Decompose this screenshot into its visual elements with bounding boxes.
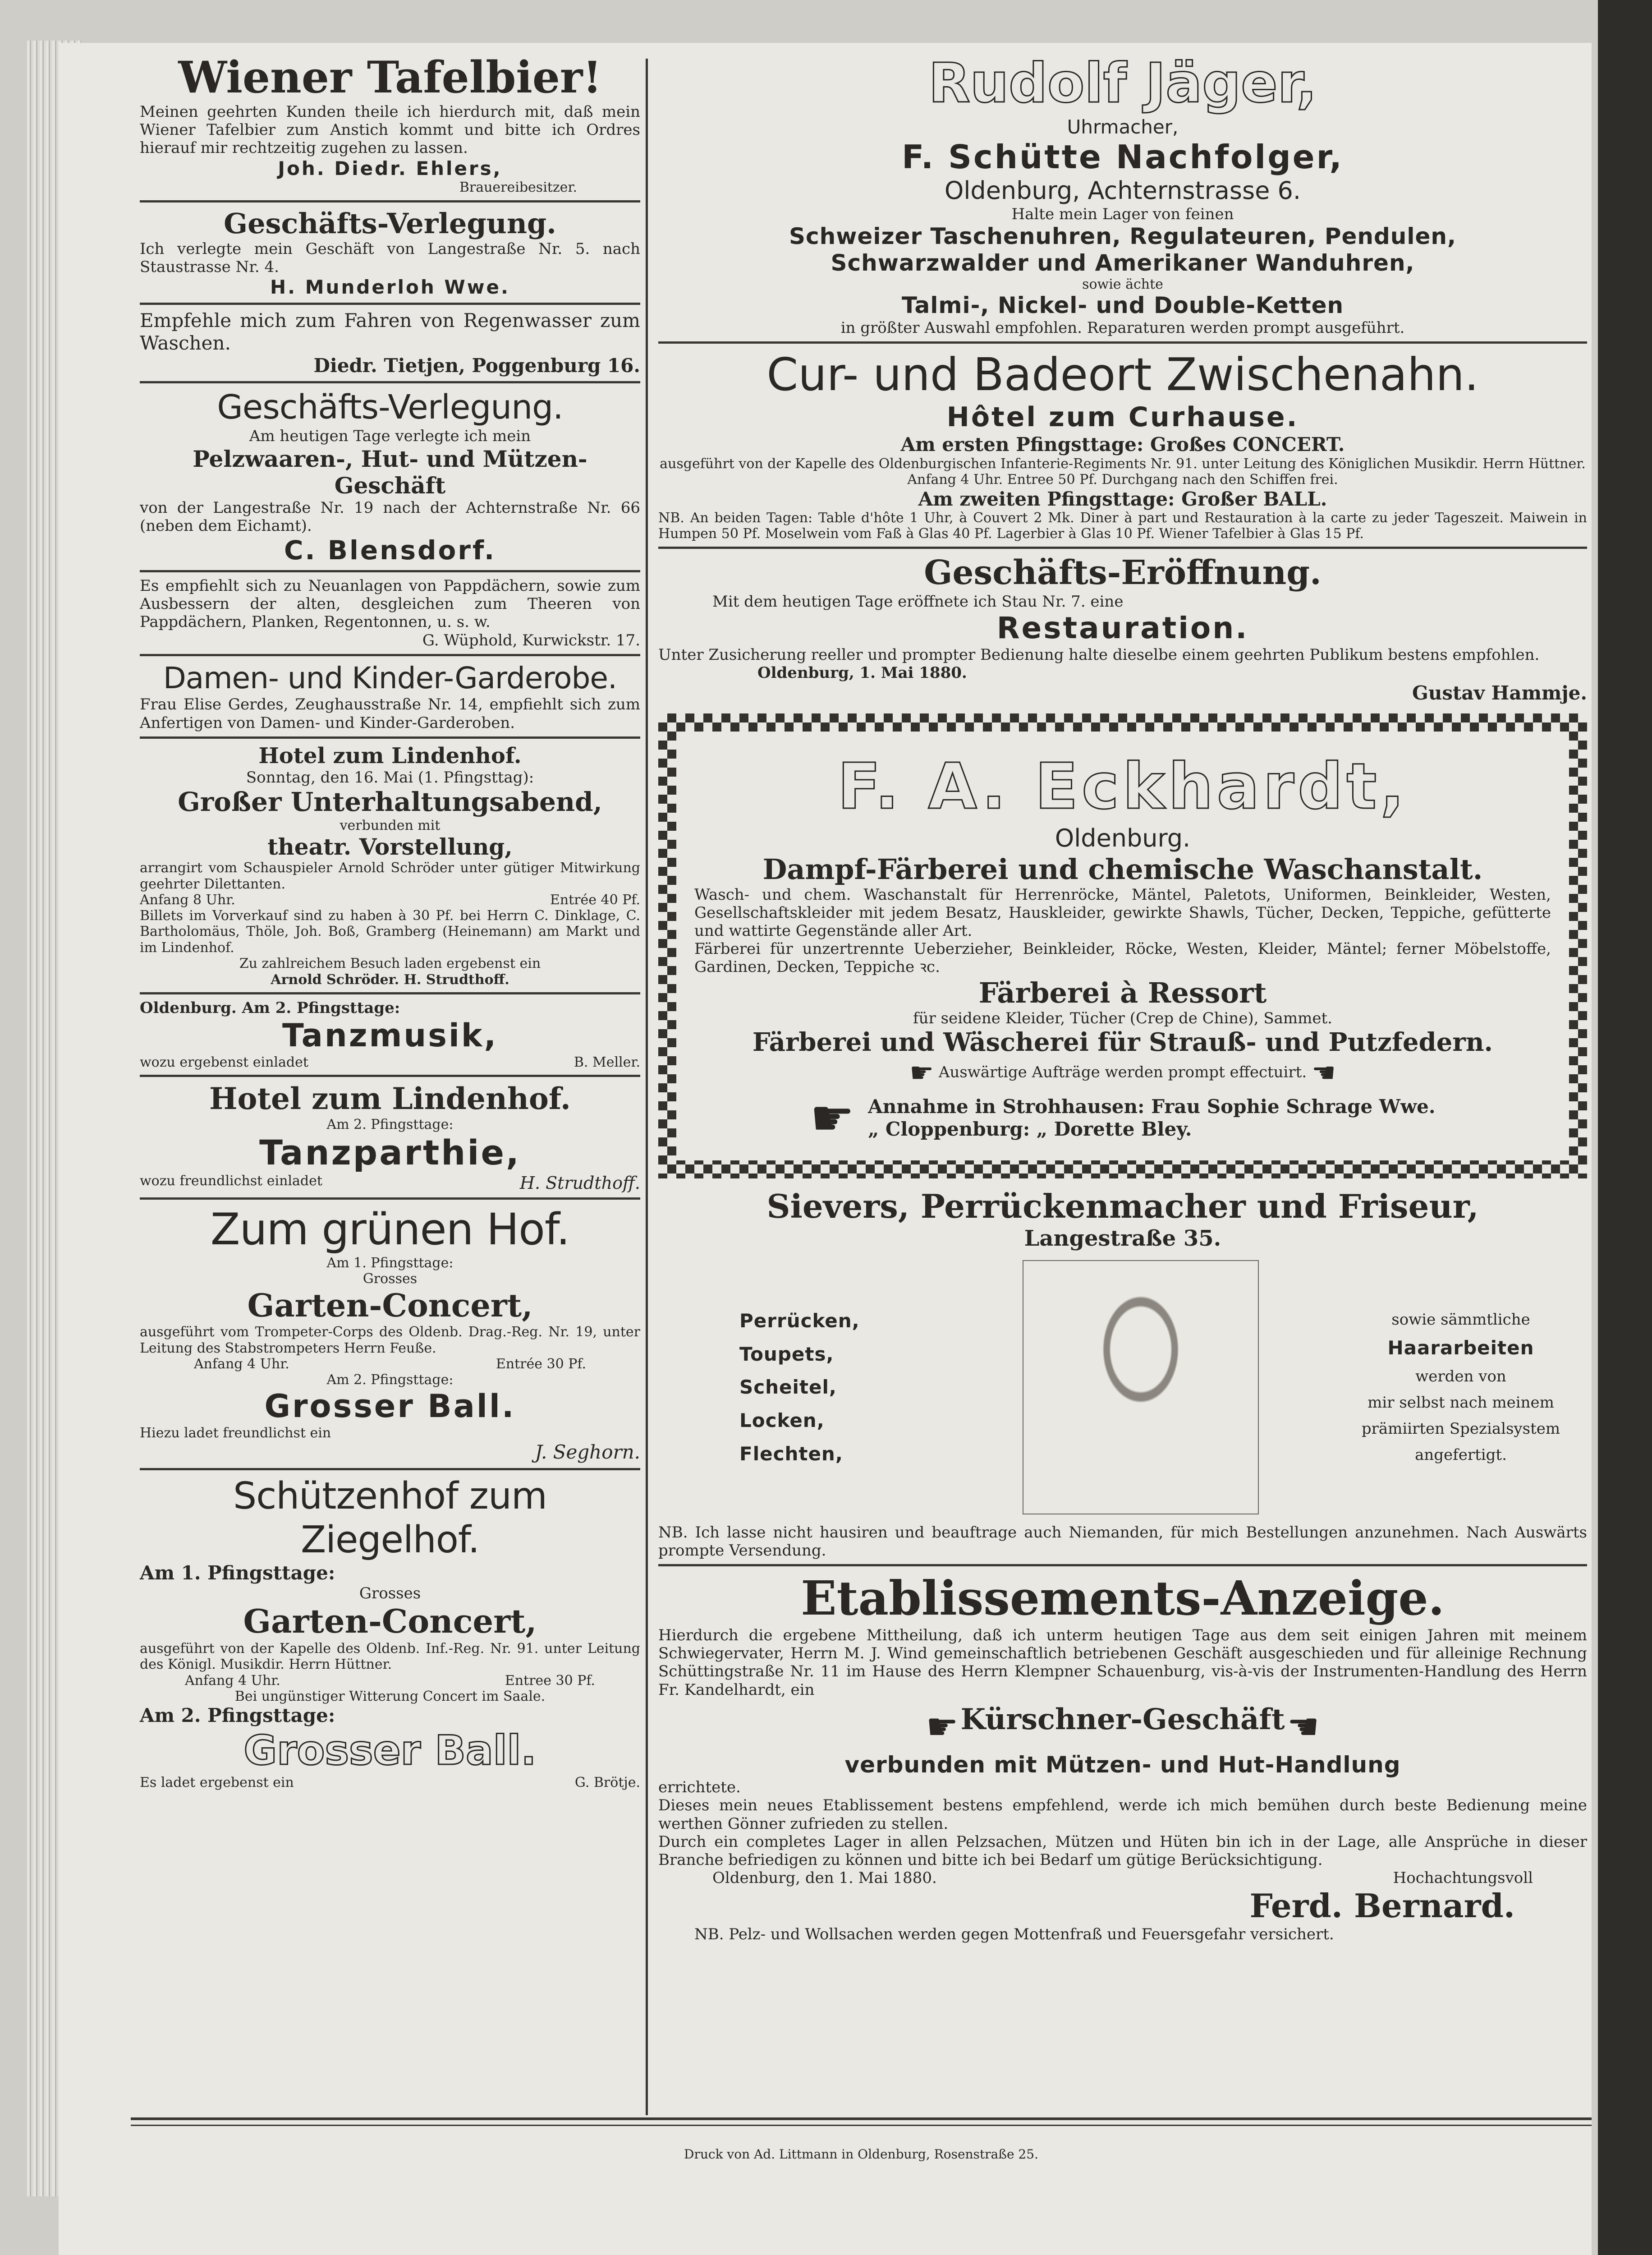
pointing-hand-icon: ☚ (1287, 1705, 1320, 1748)
ad-text: ausgeführt vom Trompeter-Corps des Oldenb. Drag.-Reg. Nr. 19, unter Leitung des Stabstrompeters Herrn Feuße. (140, 1324, 640, 1356)
ad-text: „ Cloppenburg: „ Dorette Bley. (868, 1118, 1192, 1140)
ad-entry: Entrée 30 Pf. (496, 1356, 586, 1372)
ad-text: mir selbst nach meinem (1367, 1393, 1554, 1412)
ad-acceptance (694, 1089, 1551, 1147)
ad-date: Oldenburg, den 1. Mai 1880. (712, 1868, 937, 1887)
pointing-hand-icon: ☛ (926, 1705, 959, 1748)
ad-regards: Hochachtungsvoll (1393, 1868, 1533, 1887)
ad-wuephold (140, 577, 640, 649)
ad-title: Damen- und Kinder-Garderobe. (163, 660, 617, 695)
ad-text: Zu zahlreichem Besuch laden ergebenst ein (239, 956, 541, 972)
ad-title: Geschäfts-Verlegung. (217, 388, 563, 427)
ad-hammje (658, 553, 1587, 704)
ad-text: Grosses (359, 1584, 421, 1603)
ad-event: Garten-Concert, (243, 1602, 537, 1641)
ad-row (140, 1054, 640, 1070)
ad-title: Geschäfts-Verlegung. (224, 207, 556, 240)
ad-lindenhof-2 (140, 1081, 640, 1193)
separator (140, 1197, 640, 1200)
ad-start: Anfang 4 Uhr. (185, 1672, 280, 1689)
ad-text: Wasch- und chem. Waschanstalt für Herrenröcke, Mäntel, Paletots, Uniformen, Beinkleider, Westen, Gesellschaftskleider mit jedem Besatz, Hauskleider, gewirkte Shawls, Tücher, Decken, Teppiche, gefütterte und wattirte Gegenstände aller Art. (694, 886, 1551, 940)
ad-event: Großer Unterhaltungsabend, (178, 787, 602, 818)
ad-text: Mit dem heutigen Tage eröffnete ich Stau Nr. 7. eine (712, 593, 1124, 611)
ad-title: Hotel zum Lindenhof. (209, 1081, 571, 1116)
ad-row (140, 1775, 640, 1790)
ad-title: Schützenhof zum Ziegelhof. (233, 1474, 547, 1561)
ad-title: F. A. Eckhardt, (837, 750, 1408, 824)
right-column (658, 52, 1587, 1943)
separator (658, 547, 1587, 549)
column-divider (646, 59, 648, 2115)
ad-sievers-right (1335, 1302, 1587, 1472)
ad-entry: Entrée 40 Pf. (550, 892, 640, 908)
ad-text: Am heutigen Tage verlegte ich mein (249, 427, 531, 446)
ad-date: Oldenburg, 1. Mai 1880. (757, 664, 967, 682)
ad-text: Schwarzwalder und Amerikaner Wanduhren, (831, 249, 1415, 276)
ad-invite: wozu ergebenst einladet (140, 1054, 308, 1070)
ad-text: Durch ein completes Lager in allen Pelzsachen, Mützen und Hüten bin ich in der Lage, alle Ansprüche in dieser Branche befriedigen zu können und bitte ich bei Bedarf um gütige Berücksichtigung. (658, 1832, 1587, 1869)
ad-date: Am 1. Pfingsttage: (326, 1255, 454, 1271)
ad-row (140, 1673, 640, 1689)
ad-subtitle: Dampf-Färberei und chemische Waschanstalt. (762, 852, 1483, 886)
separator (140, 736, 640, 739)
ad-item: Perrücken, (739, 1310, 860, 1332)
ad-text: angefertigt. (1415, 1446, 1507, 1464)
ad-title: Tanzmusik, (282, 1017, 498, 1054)
ad-start: Anfang 4 Uhr. (194, 1356, 289, 1372)
ad-tietjen (140, 309, 640, 377)
ad-blensdorf (140, 388, 640, 566)
ad-title: Rudolf Jäger, (928, 52, 1317, 115)
ad-head: Oldenburg. Am 2. Pfingsttage: (140, 999, 400, 1017)
ad-sievers-body (658, 1260, 1587, 1514)
ad-text: arrangirt vom Schauspieler Arnold Schröder unter gütiger Mitwirkung geehrter Dilettanten. (140, 860, 640, 892)
separator (140, 200, 640, 202)
ad-date: Am 2. Pfingsttage: (326, 1116, 454, 1132)
ad-text: sowie ächte (1082, 276, 1163, 292)
ad-acceptance-lines (868, 1095, 1435, 1140)
ad-signature: Ferd. Bernard. (1249, 1886, 1515, 1925)
pointing-hand-icon: ☛ (810, 1089, 855, 1147)
ad-text: Färberei für unzertrennte Ueberzieher, Beinkleider, Röcke, Westen, Kleider, Mäntel; ferner Möbelstoffe, Gardinen, Decken, Teppiche ꝛc. (694, 940, 1551, 976)
separator (140, 570, 640, 572)
ad-event: Tanzparthie, (259, 1132, 521, 1173)
ad-event: Garten-Concert, (247, 1286, 533, 1324)
ad-curhaus (658, 348, 1587, 542)
ad-munderloh (140, 207, 640, 299)
ad-body: Frau Elise Gerdes, Zeughausstraße Nr. 14, empfiehlt sich zum Anfertigen von Damen- und Kinder-Garderoben. (140, 695, 640, 732)
ad-signature: Gustav Hammje. (1412, 682, 1587, 704)
ad-nb: NB. An beiden Tagen: Table d'hôte 1 Uhr, à Couvert 2 Mk. Diner à part und Restauration à la carte zu jeder Tageszeit. Maiwein in Humpen 50 Pf. Moselwein vom Faß à Glas 40 Pf. Lagerbier à Glas 10 Pf. Wiener Tafelbier à Glas 15 Pf. (658, 510, 1587, 542)
ad-footer: in größter Auswahl empfohlen. Reparaturen werden prompt ausgeführt. (840, 319, 1405, 337)
ad-text: werden von (1415, 1367, 1506, 1385)
ad-text: Unter Zusicherung reeller und prompter Bedienung halte dieselbe einem geehrten Publikum bestens empfohlen. (658, 646, 1540, 664)
ad-row (140, 1356, 640, 1372)
ad-ball: Grosser Ball. (243, 1726, 537, 1774)
ad-eckhardt (676, 732, 1569, 1160)
separator (658, 1564, 1587, 1566)
scan-background (1598, 0, 1652, 2255)
ad-text: Annahme in Strohhausen: Frau Sophie Schrage Wwe. (868, 1095, 1436, 1118)
ad-text: errichtete. (658, 1778, 741, 1797)
ad-item: Flechten, (739, 1442, 843, 1465)
ad-signature: H. Munderloh Wwe. (270, 276, 510, 298)
ad-text: Talmi-, Nickel- und Double-Ketten (901, 292, 1344, 319)
ad-city: Oldenburg. (1055, 824, 1191, 853)
ad-row (140, 892, 640, 908)
ad-signature: Arnold Schröder. H. Strudthoff. (271, 971, 509, 988)
ad-invite: wozu freundlichst einladet (140, 1173, 322, 1189)
ad-title: Etablissements-Anzeige. (801, 1570, 1445, 1626)
ad-orders-text: Auswärtige Aufträge werden prompt effectuirt. (938, 1063, 1307, 1081)
pointing-hand-icon: ☚ (1311, 1057, 1336, 1089)
ad-text: theatr. Vorstellung, (267, 833, 513, 861)
ad-date: Am 2. Pfingsttage: (326, 1372, 454, 1388)
ad-text: Billets im Vorverkauf sind zu haben à 30 Pf. bei Herrn C. Dinklage, C. Bartholomäus, Thöle, Joh. Boß, Gramberg (Heinemann) am Markt und im Lindenhof. (140, 908, 640, 956)
ad-entry: Entree 30 Pf. (505, 1672, 595, 1689)
ad-nb: NB. Ich lasse nicht hausiren und beauftrage auch Niemanden, für mich Bestellungen anzunehmen. Nach Auswärts prompte Versendung. (658, 1523, 1587, 1560)
ad-signature: Diedr. Tietjen, Poggenburg 16. (313, 354, 640, 377)
ad-nb: NB. Pelz- und Wollsachen werden gegen Mottenfraß und Feuersgefahr versichert. (694, 1925, 1334, 1943)
ad-rudolf-jaeger (658, 52, 1587, 337)
separator (140, 1075, 640, 1077)
ad-gerdes (140, 661, 640, 732)
ad-text: Anfang 4 Uhr. Entree 50 Pf. Durchgang nach den Schiffen frei. (907, 472, 1338, 488)
ad-row (140, 1173, 640, 1193)
ad-invite: Hiezu ladet freundlichst ein (140, 1425, 331, 1441)
ad-sievers (658, 1187, 1587, 1560)
ad-text: Am zweiten Pfingsttage: Großer BALL. (918, 488, 1327, 510)
ad-row (658, 1869, 1587, 1887)
ad-signature: G. Brötje. (574, 1775, 640, 1790)
ad-text: prämiirten Spezialsystem (1361, 1420, 1560, 1438)
ad-body: Es empfiehlt sich zu Neuanlagen von Pappdächern, sowie zum Ausbessern der alten, desgleichen zum Theeren von Pappdächern, Planken, Regentonnen, u. s. w. (140, 577, 640, 631)
ad-title: Cur- und Badeort Zwischenahn. (766, 348, 1479, 401)
ad-text: Bei ungünstiger Witterung Concert im Saale. (234, 1688, 546, 1704)
ad-ressort: Färberei à Ressort (978, 976, 1267, 1009)
ad-start: Anfang 8 Uhr. (140, 892, 235, 908)
ad-shop-name: Kürschner-Geschäft (960, 1702, 1285, 1736)
ad-date: Am 1. Pfingsttage: (140, 1562, 335, 1584)
ad-feathers: Färberei und Wäscherei für Strauß- und Putzfedern. (752, 1027, 1493, 1057)
ad-text: Hierdurch die ergebene Mittheilung, daß ich unterm heutigen Tage aus dem seit einigen Jahren mit meinem Schwiegervater, Herrn M. J. Wind gemeinschaftlich betriebenen Geschäft ausgeschieden und für alleinige Rechnung Schüttingstraße Nr. 11 im Hause des Herrn Klempner Schauenburg, vis-à-vis der Instrumenten-Handlung des Herrn Fr. Kandelhardt, ein (658, 1626, 1587, 1699)
ad-item: Locken, (739, 1409, 825, 1432)
ad-successor: F. Schütte Nachfolger, (902, 138, 1344, 176)
ad-body: Meinen geehrten Kunden theile ich hierdurch mit, daß mein Wiener Tafelbier zum Anstich kommt und bitte ich Ordres hierauf mir rechtzeitig zugehen zu lassen. (140, 103, 640, 157)
ad-event: Restauration. (996, 611, 1249, 646)
ad-hotel: Hôtel zum Curhause. (946, 401, 1299, 433)
ad-meller (140, 999, 640, 1070)
separator (140, 992, 640, 994)
separator (658, 341, 1587, 344)
ad-lindenhof-1 (140, 743, 640, 988)
ad-ziegelhof (140, 1475, 640, 1790)
ad-text: für seidene Kleider, Tücher (Crep de Chine), Sammet. (913, 1009, 1332, 1027)
separator (140, 303, 640, 305)
ad-eckhardt-frame (658, 713, 1587, 1178)
ad-text: sowie sämmtliche (1391, 1311, 1530, 1329)
ad-bernard (658, 1571, 1587, 1943)
ad-signature: H. Strudthoff. (519, 1173, 640, 1193)
ad-gruener-hof (140, 1204, 640, 1463)
ad-shop-sub: verbunden mit Mützen- und Hut-Handlung (844, 1752, 1401, 1778)
ad-text: Pelzwaaren-, Hut- und Mützen-Geschäft (193, 445, 587, 499)
bottom-rule (131, 2117, 1592, 2126)
ad-text: von der Langestraße Nr. 19 nach der Achternstraße Nr. 66 (neben dem Eichamt). (140, 498, 640, 535)
ad-signature: Joh. Diedr. Ehlers, (278, 157, 502, 179)
ad-signature: B. Meller. (574, 1054, 640, 1070)
ad-role: Uhrmacher, (1067, 115, 1179, 138)
ad-title: Geschäfts-Eröffnung. (924, 553, 1322, 592)
separator (140, 654, 640, 656)
ad-shop (658, 1703, 1587, 1749)
ad-body: Empfehle mich zum Fahren von Regenwasser zum Waschen. (140, 309, 640, 354)
ad-text: Schweizer Taschenuhren, Regulateuren, Pendulen, (789, 223, 1457, 249)
ad-text: Halte mein Lager von feinen (1011, 205, 1234, 223)
ad-signature: J. Seghorn. (535, 1441, 640, 1463)
ad-date: Am 2. Pfingsttage: (140, 1704, 335, 1727)
ad-title: Sievers, Perrückenmacher und Friseur, (766, 1187, 1479, 1225)
ad-orders (694, 1057, 1551, 1089)
portrait-engraving (1023, 1260, 1259, 1514)
ad-text: verbunden mit (340, 817, 441, 833)
pointing-hand-icon: ☛ (909, 1057, 934, 1089)
ad-address: Oldenburg, Achternstrasse 6. (944, 176, 1301, 205)
ad-text: Haararbeiten (1387, 1337, 1534, 1359)
ad-text: ausgeführt von der Kapelle des Oldenb. Inf.-Reg. Nr. 91. unter Leitung des Königl. Musikdir. Herrn Hüttner. (140, 1641, 640, 1673)
ad-sievers-items (658, 1299, 947, 1476)
ad-title: Zum grünen Hof. (210, 1204, 570, 1255)
printer-imprint: Druck von Ad. Littmann in Oldenburg, Rosenstraße 25. (684, 2147, 1038, 2162)
ad-signature: G. Wüphold, Kurwickstr. 17. (422, 631, 640, 649)
ad-title: Hotel zum Lindenhof. (258, 743, 522, 769)
ad-address: Langestraße 35. (1024, 1225, 1221, 1251)
ad-ball: Grosser Ball. (264, 1388, 516, 1425)
separator (140, 381, 640, 383)
ad-body: Ich verlegte mein Geschäft von Langestraße Nr. 5. nach Staustrasse Nr. 4. (140, 239, 640, 276)
ad-text: ausgeführt von der Kapelle des Oldenburgischen Infanterie-Regiments Nr. 91. unter Leitung des Königlichen Musikdir. Herrn Hüttner. (660, 456, 1586, 472)
separator (140, 1468, 640, 1470)
ad-text: Am ersten Pfingsttage: Großes CONCERT. (900, 433, 1345, 456)
ad-wiener-tafelbier (140, 52, 640, 196)
ad-item: Toupets, (739, 1343, 834, 1365)
ad-signature: C. Blensdorf. (284, 534, 496, 566)
ad-date: Sonntag, den 16. Mai (1. Pfingsttag): (246, 769, 534, 787)
ad-invite: Es ladet ergebenst ein (140, 1775, 294, 1790)
ad-title: Wiener Tafelbier! (178, 52, 602, 103)
ad-role: Brauereibesitzer. (459, 179, 577, 196)
ad-item: Scheitel, (739, 1376, 837, 1399)
ad-text: Grosses (363, 1271, 418, 1287)
left-column (140, 52, 640, 1790)
ad-text: Dieses mein neues Etablissement bestens empfehlend, werde ich mich bemühen durch beste Bedienung meine werthen Gönner zufrieden zu stellen. (658, 1796, 1587, 1833)
